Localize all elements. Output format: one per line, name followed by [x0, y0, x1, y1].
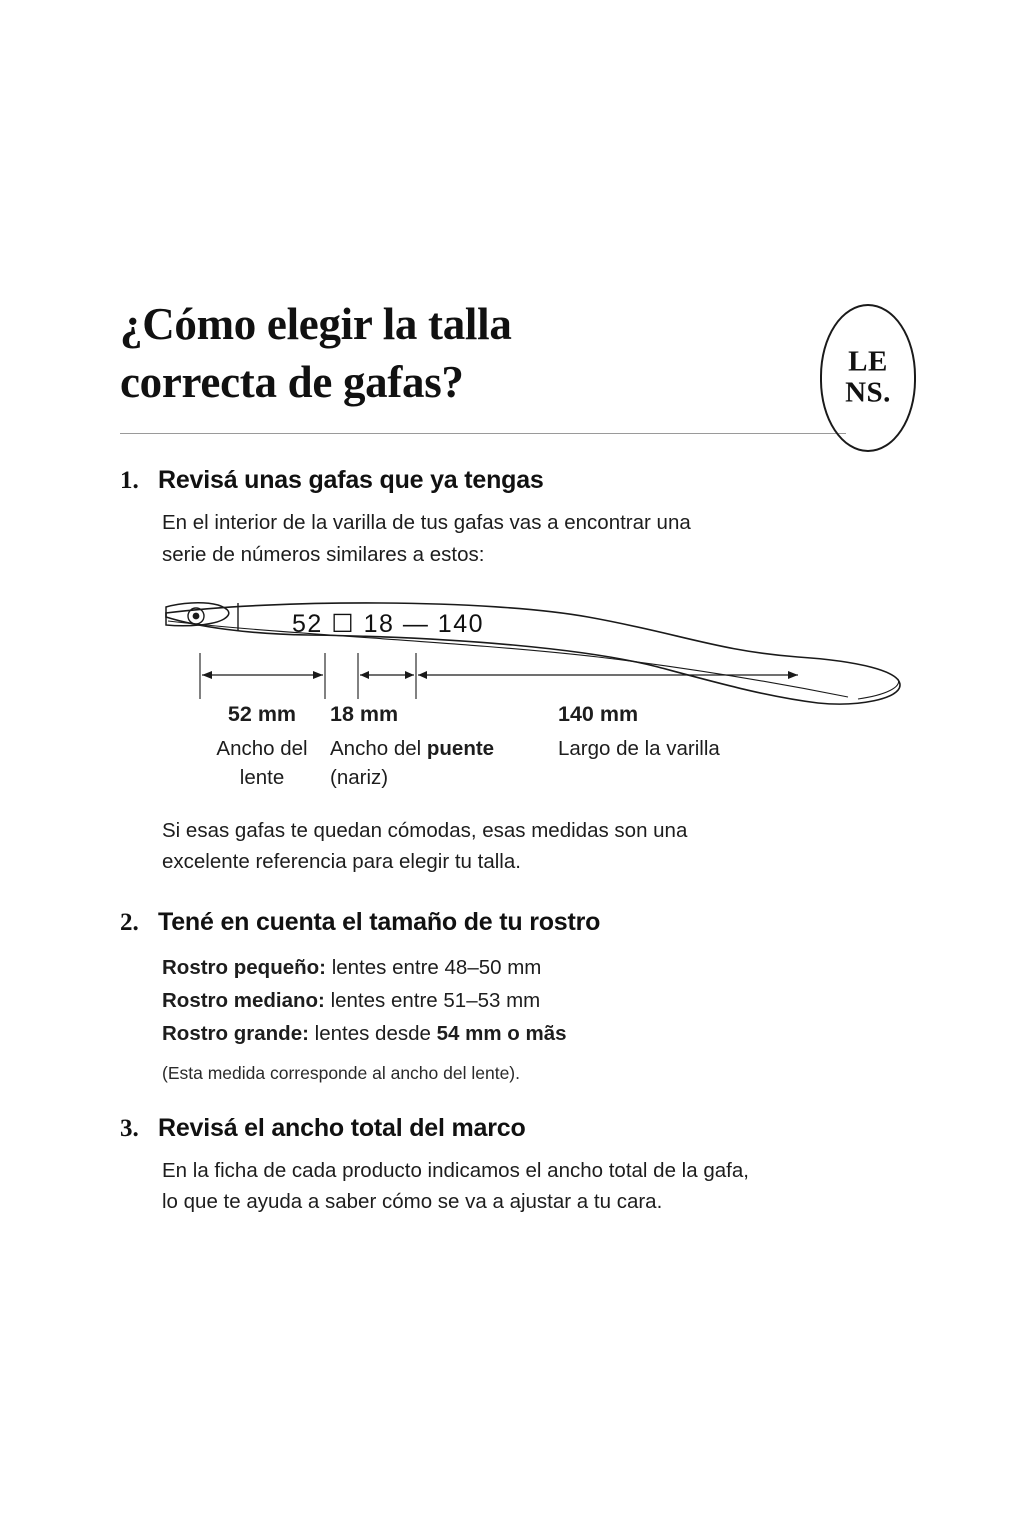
- step-2-number: 2.: [120, 909, 139, 937]
- step-1-closing-line-2: excelente referencia para elegir tu talla.: [162, 850, 521, 874]
- face-size-value-large: lentes desde: [314, 1022, 437, 1046]
- face-size-label-large: Rostro grande:: [162, 1022, 309, 1046]
- dimension-labels: [158, 699, 918, 799]
- face-size-row-small: [162, 951, 910, 984]
- dimension-temple-length-label-1: Largo de la varilla: [558, 736, 720, 760]
- step-1-body-line-1: En el interior de la varilla de tus gafas vas a encontrar una: [162, 511, 691, 534]
- step-1-heading: [120, 466, 910, 495]
- glasses-temple-diagram: [158, 591, 918, 811]
- face-size-label-small: Rostro pequeño:: [162, 956, 326, 980]
- step-3: [120, 1114, 910, 1219]
- face-size-label-medium: Rostro mediano:: [162, 989, 325, 1013]
- content-column: [120, 296, 910, 1218]
- face-size-value-small: lentes entre 48–50 mm: [331, 956, 542, 980]
- step-2-title: Tené en cuenta el tamaño de tu rostro: [158, 908, 601, 937]
- step-1-title: Revisá unas gafas que ya tengas: [158, 466, 544, 494]
- page-title: [120, 296, 680, 411]
- face-size-value-large-bold: 54 mm o mãs: [436, 1022, 567, 1046]
- dimension-lens-width-label-2: lente: [239, 766, 285, 790]
- dimension-bridge-width-value: 18 mm: [330, 701, 399, 726]
- step-3-body: [162, 1155, 874, 1219]
- face-size-value-medium: lentes entre 51–53 mm: [330, 989, 541, 1013]
- brand-logo-line-2: NS.: [845, 377, 891, 409]
- step-2-heading: [120, 908, 910, 937]
- page-title-line-1: ¿Cómo elegir la talla: [120, 299, 512, 349]
- step-1-body-line-2: serie de números similares a estos:: [162, 542, 485, 566]
- face-size-row-large: [162, 1017, 910, 1050]
- step-1-number: 1.: [120, 467, 139, 494]
- dimension-bridge-width-label-1: Ancho del: [330, 736, 427, 760]
- face-size-note: (Esta medida corresponde al ancho del lente).: [162, 1062, 520, 1083]
- dimension-lens-width: [196, 699, 328, 794]
- step-1-closing: [162, 815, 874, 879]
- step-1-closing-line-1: Si esas gafas te quedan cómodas, esas medidas son una: [162, 818, 688, 842]
- brand-logo: [820, 304, 916, 452]
- step-1: [120, 466, 910, 878]
- face-size-row-medium: [162, 984, 910, 1017]
- brand-logo-text: [822, 347, 914, 410]
- page-title-line-2: correcta de gafas?: [120, 356, 464, 407]
- dimension-temple-length-value: 140 mm: [558, 701, 639, 726]
- dimension-lens-width-label-1: Ancho del: [216, 736, 308, 760]
- step-2: [120, 908, 910, 1084]
- engraved-size-code: 52 ☐ 18 — 140: [292, 609, 485, 638]
- dimension-lens-width-value: 52 mm: [227, 701, 297, 726]
- step-1-body: [162, 507, 874, 571]
- brand-logo-line-1: LE: [848, 345, 888, 378]
- header: [120, 296, 910, 436]
- step-3-number: 3.: [120, 1114, 139, 1142]
- dimension-bridge-width-label-2: (nariz): [330, 766, 389, 790]
- face-size-list: [162, 951, 910, 1051]
- dimension-temple-length: [558, 699, 858, 764]
- header-divider: [120, 433, 846, 434]
- step-3-heading: [120, 1114, 910, 1143]
- step-3-title: Revisá el ancho total del marco: [158, 1113, 526, 1142]
- dimension-bridge-width: [330, 699, 546, 794]
- step-3-body-line-2: lo que te ayuda a saber cómo se va a ajustar a tu cara.: [162, 1190, 663, 1214]
- dimension-bridge-width-label-1-bold: puente: [426, 736, 495, 760]
- step-3-body-line-1: En la ficha de cada producto indicamos el ancho total de la gafa,: [162, 1158, 749, 1182]
